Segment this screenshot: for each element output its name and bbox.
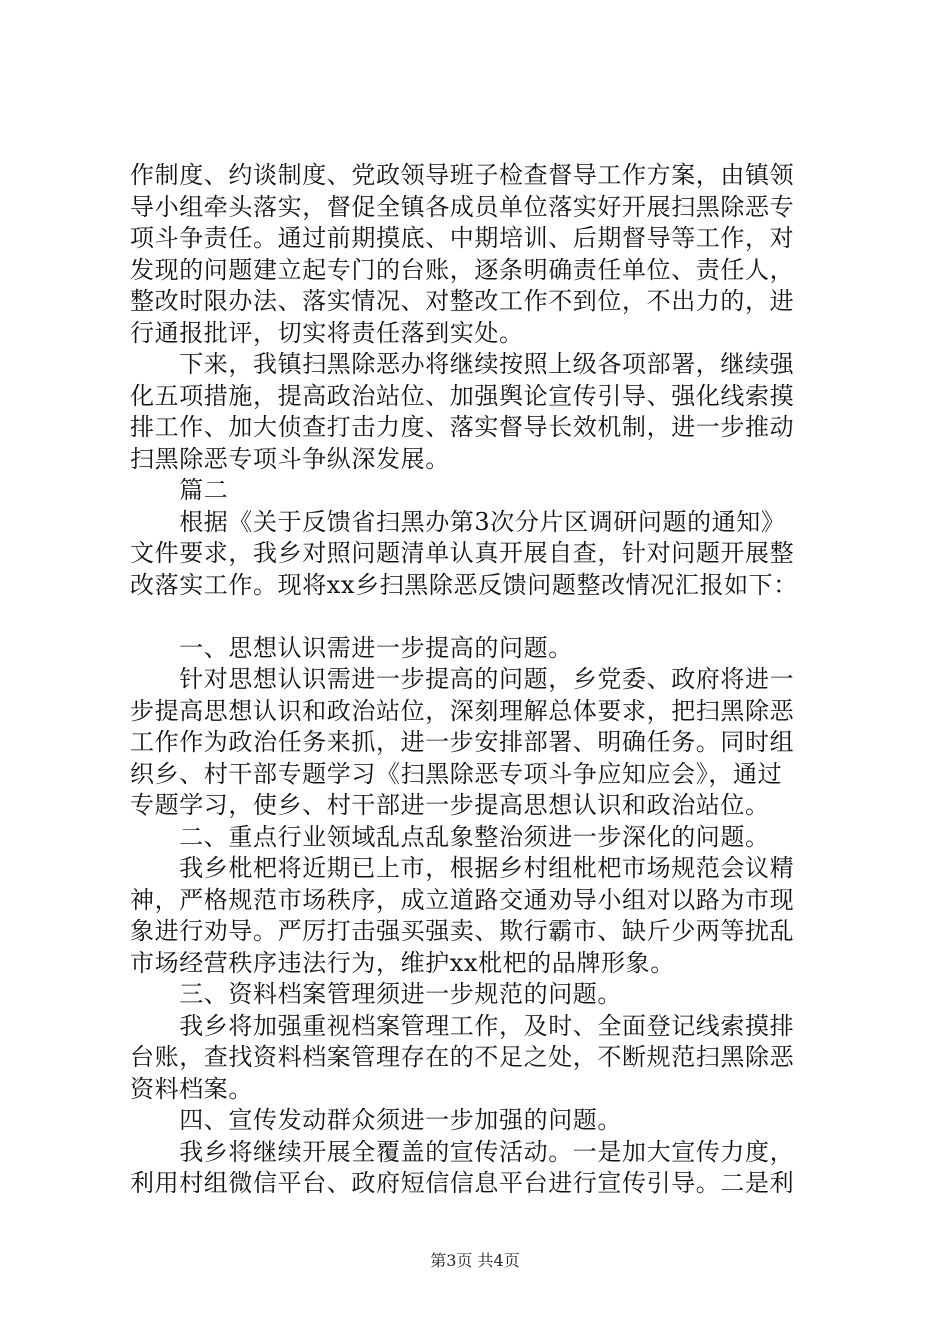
text-line: 我乡将继续开展全覆盖的宣传活动。一是加大宣传力度，	[130, 1137, 795, 1166]
text-line: 行通报批评，切实将责任落到实处。	[130, 318, 524, 347]
text-line: 项斗争责任。通过前期摸底、中期培训、后期督导等工作，对	[130, 224, 795, 252]
text-line: 资料档案。	[130, 1074, 253, 1103]
text-line: 发现的问题建立起专门的台账，逐条明确责任单位、责任人，	[130, 255, 795, 284]
text-line: 织乡、村干部专题学习《扫黑除恶专项斗争应知应会》，通过	[130, 759, 783, 788]
text-line: 改落实工作。现将xx乡扫黑除恶反馈问题整改情况汇报如下：	[130, 570, 798, 599]
text-line: 利用村组微信平台、政府短信信息平台进行宣传引导。二是利	[130, 1169, 795, 1197]
text-line: 台账，查找资料档案管理存在的不足之处，不断规范扫黑除恶	[130, 1043, 795, 1071]
text-line: 导小组牵头落实，督促全镇各成员单位落实好开展扫黑除恶专	[130, 192, 795, 221]
text-line: 作制度、约谈制度、党政领导班子检查督导工作方案，由镇领	[130, 161, 795, 189]
text-line: 象进行劝导。严厉打击强买强卖、欺行霸市、缺斤少两等扰乱	[130, 917, 795, 945]
text-line: 化五项措施，提高政治站位、加强舆论宣传引导、强化线索摸	[130, 381, 795, 410]
page-footer: 第3页 共4页	[430, 1251, 520, 1270]
text-line: 篇二	[130, 476, 229, 504]
text-line: 我乡将加强重视档案管理工作，及时、全面登记线索摸排	[130, 1011, 795, 1040]
text-line: 步提高思想认识和政治站位，深刻理解总体要求，把扫黑除恶	[130, 696, 795, 725]
text-line: 针对思想认识需进一步提高的问题，乡党委、政府将进一	[130, 665, 795, 693]
text-line: 神，严格规范市场秩序，成立道路交通劝导小组对以路为市现	[130, 885, 795, 914]
text-line: 排工作、加大侦查打击力度、落实督导长效机制，进一步推动	[130, 413, 795, 441]
text-line: 文件要求，我乡对照问题清单认真开展自查，针对问题开展整	[130, 539, 795, 567]
document-body	[130, 160, 830, 1200]
text-line: 整改时限办法、落实情况、对整改工作不到位，不出力的，进	[130, 287, 795, 315]
text-line: 市场经营秩序违法行为，维护xx枇杷的品牌形象。	[130, 948, 675, 977]
text-line: 我乡枇杷将近期已上市，根据乡村组枇杷市场规范会议精	[130, 854, 795, 882]
blank-line	[130, 601, 830, 633]
text-line: 扫黑除恶专项斗争纵深发展。	[130, 444, 450, 473]
text-line: 下来，我镇扫黑除恶办将继续按照上级各项部署，继续强	[130, 350, 795, 378]
text-line: 工作作为政治任务来抓，进一步安排部署、明确任务。同时组	[130, 728, 795, 756]
text-line: 二、重点行业领域乱点乱象整治须进一步深化的问题。	[130, 822, 770, 851]
text-line: 专题学习，使乡、村干部进一步提高思想认识和政治站位。	[130, 791, 770, 819]
text-line: 三、资料档案管理须进一步规范的问题。	[130, 980, 622, 1008]
text-line: 一、思想认识需进一步提高的问题。	[130, 633, 573, 662]
text-line: 根据《关于反馈省扫黑办第3次分片区调研问题的通知》	[130, 507, 786, 536]
text-line: 四、宣传发动群众须进一步加强的问题。	[130, 1106, 622, 1134]
